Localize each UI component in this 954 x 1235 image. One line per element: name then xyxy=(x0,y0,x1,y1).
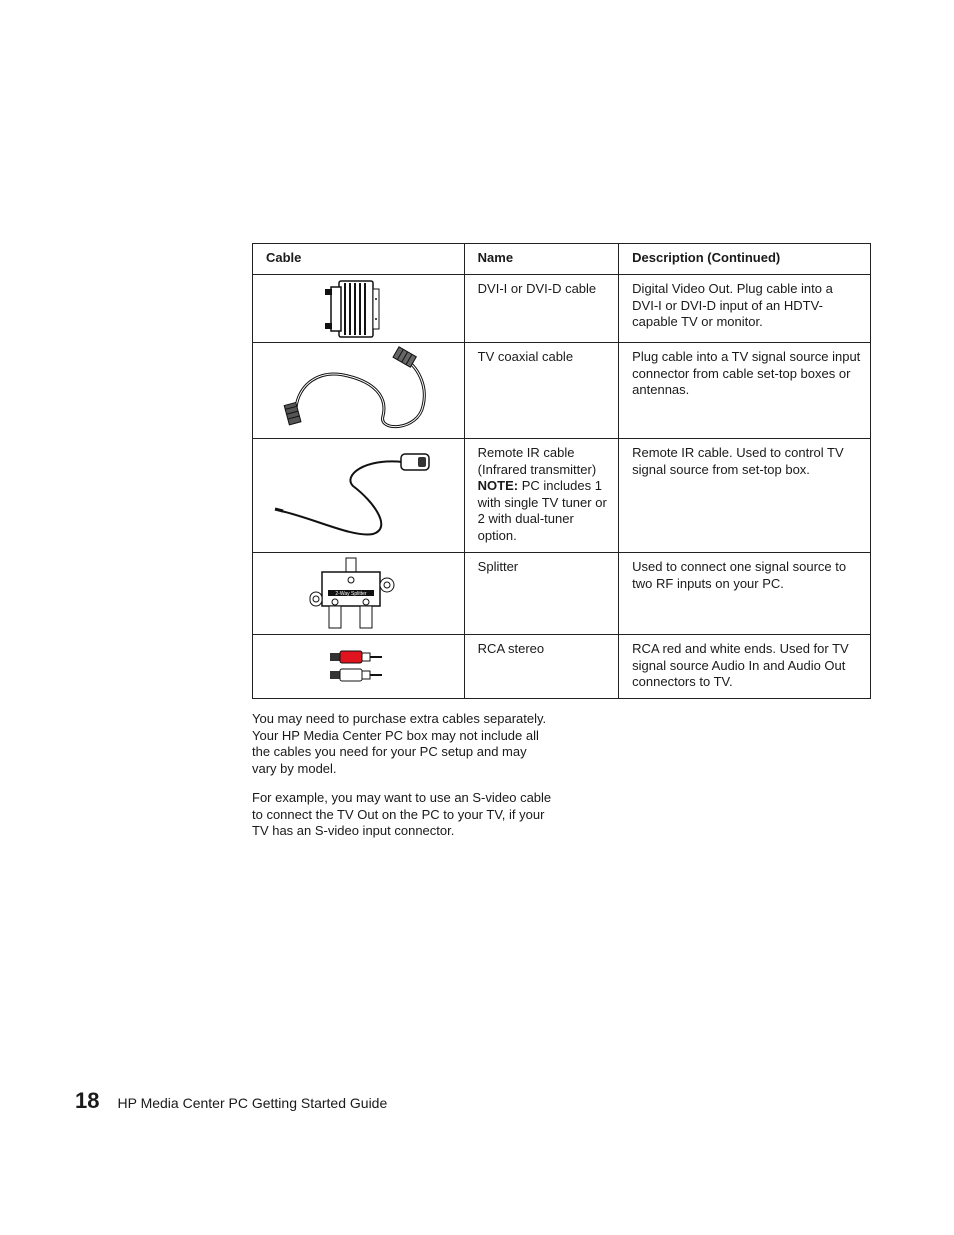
body-paragraph: You may need to purchase extra cables separately. Your HP Media Center PC box may not include all the cables you need for your PC setup and may vary by model. xyxy=(252,711,547,776)
table-row xyxy=(253,635,871,699)
ir-cable-icon xyxy=(273,446,443,546)
cable-image-cell xyxy=(253,439,465,553)
cable-image-cell xyxy=(253,635,465,699)
cable-description: Used to connect one signal source to two RF inputs on your PC. xyxy=(619,553,871,635)
page-footer xyxy=(75,1088,387,1118)
header-description: Description (Continued) xyxy=(619,244,871,275)
body-paragraph: For example, you may want to use an S-video cable to connect the TV Out on the PC to your TV, if your TV has an S-video input connector. xyxy=(252,790,552,838)
page-number: 18 xyxy=(75,1088,100,1113)
cable-image-cell xyxy=(253,275,465,343)
rca-cable-icon xyxy=(328,649,388,685)
table-row xyxy=(253,439,871,553)
splitter-label: 2-Way Splitter xyxy=(335,590,367,597)
guide-title: HP Media Center PC Getting Started Guide xyxy=(117,1095,388,1111)
splitter-icon xyxy=(308,556,408,632)
ir-cable-name: Remote IR cable (Infrared transmitter) xyxy=(477,445,597,477)
cable-description: Plug cable into a TV signal source input connector from cable set-top boxes or antennas. xyxy=(619,343,871,439)
dvi-cable-icon xyxy=(323,279,393,339)
cable-table xyxy=(252,243,871,699)
coaxial-cable-icon xyxy=(278,346,438,436)
cable-name: DVI-I or DVI-D cable xyxy=(464,275,619,343)
note-text: PC includes 1 with single TV tuner or 2 with dual-tuner option. xyxy=(477,478,607,543)
header-name: Name xyxy=(464,244,619,275)
table-header-row xyxy=(253,244,871,275)
table-row xyxy=(253,343,871,439)
cable-description: RCA red and white ends. Used for TV signal source Audio In and Audio Out connectors to TV. xyxy=(619,635,871,699)
table-row xyxy=(253,553,871,635)
note-label: NOTE: xyxy=(477,478,519,493)
header-cable: Cable xyxy=(253,244,465,275)
cable-description: Remote IR cable. Used to control TV signal source from set-top box. xyxy=(619,439,871,553)
cable-image-cell xyxy=(253,553,465,635)
cable-name xyxy=(464,439,619,553)
cable-name: RCA stereo xyxy=(464,635,619,699)
cable-description: Digital Video Out. Plug cable into a DVI-I or DVI-D input of an HDTV-capable TV or monitor. xyxy=(619,275,871,343)
cable-name: TV coaxial cable xyxy=(464,343,619,439)
table-row xyxy=(253,275,871,343)
cable-name: Splitter xyxy=(464,553,619,635)
cable-image-cell xyxy=(253,343,465,439)
